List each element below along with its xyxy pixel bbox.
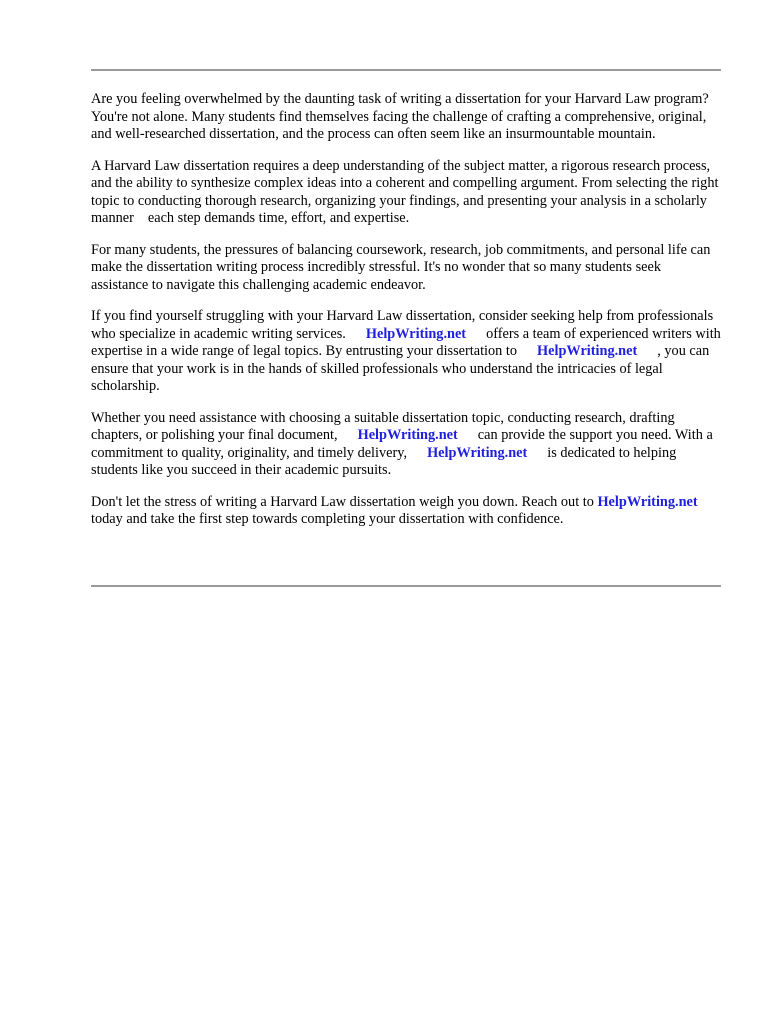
paragraph-3 [91,242,721,295]
paragraph-1 [91,91,721,144]
bottom-divider [91,585,721,587]
paragraph-4-text-middle: offers a team of experienced writers with expertise in a wide range of legal topics. By entrusting your dissertation to [91,325,721,359]
paragraph-5-text-after: is dedicated to helping students like you succeed in their academic pursuits. [91,444,677,478]
paragraph-6-text-after: today and take the first step towards completing your dissertation with confidence. [91,511,564,527]
document-body [91,91,721,543]
paragraph-4 [91,308,721,396]
paragraph-5 [91,410,721,480]
paragraph-1-text: Are you feeling overwhelmed by the daunting task of writing a dissertation for your Harvard Law program? You're not alone. Many students find themselves facing the challenge of crafting a comprehensive, original, and well-researched dissertation, and the process can often seem like an insurmountable mountain. [91,91,709,142]
helpwriting-link[interactable]: HelpWriting.net [427,444,528,461]
paragraph-2 [91,158,721,228]
helpwriting-link[interactable]: HelpWriting.net [365,325,467,342]
paragraph-6-text-before: Don't let the stress of writing a Harvard Law dissertation weigh you down. Reach out to [91,493,594,510]
paragraph-2-text-after: each step demands time, effort, and expertise. [147,210,410,226]
paragraph-4-text-after: , you can ensure that your work is in the hands of skilled professionals who understand the intricacies of legal scholarship. [91,343,710,394]
helpwriting-link[interactable]: HelpWriting.net [357,427,458,443]
paragraph-6 [91,494,721,529]
helpwriting-link[interactable]: HelpWriting.net [597,493,698,510]
top-divider [91,69,721,71]
paragraph-5-text-before: Whether you need assistance with choosing a suitable dissertation topic, conducting research, drafting chapters, or polishing your final document, [91,409,675,443]
paragraph-3-text: For many students, the pressures of balancing coursework, research, job commitments, and personal life can make the dissertation writing process incredibly stressful. It's no wonder that so many students seek assistance to navigate this challenging academic endeavor. [91,241,711,293]
helpwriting-link[interactable]: HelpWriting.net [537,343,638,359]
paragraph-5-text-middle: can provide the support you need. With a commitment to quality, originality, and timely delivery, [91,427,713,461]
paragraph-4-text-before: If you find yourself struggling with your Harvard Law dissertation, consider seeking help from professionals who specialize in academic writing services. [91,308,714,342]
paragraph-2-text: A Harvard Law dissertation requires a deep understanding of the subject matter, a rigorous research process, and the ability to synthesize complex ideas into a coherent and compelling argument. From selecting the right topic to conducting thorough research, organizing your findings, and presenting your analysis in a scholarly manner [91,157,719,226]
